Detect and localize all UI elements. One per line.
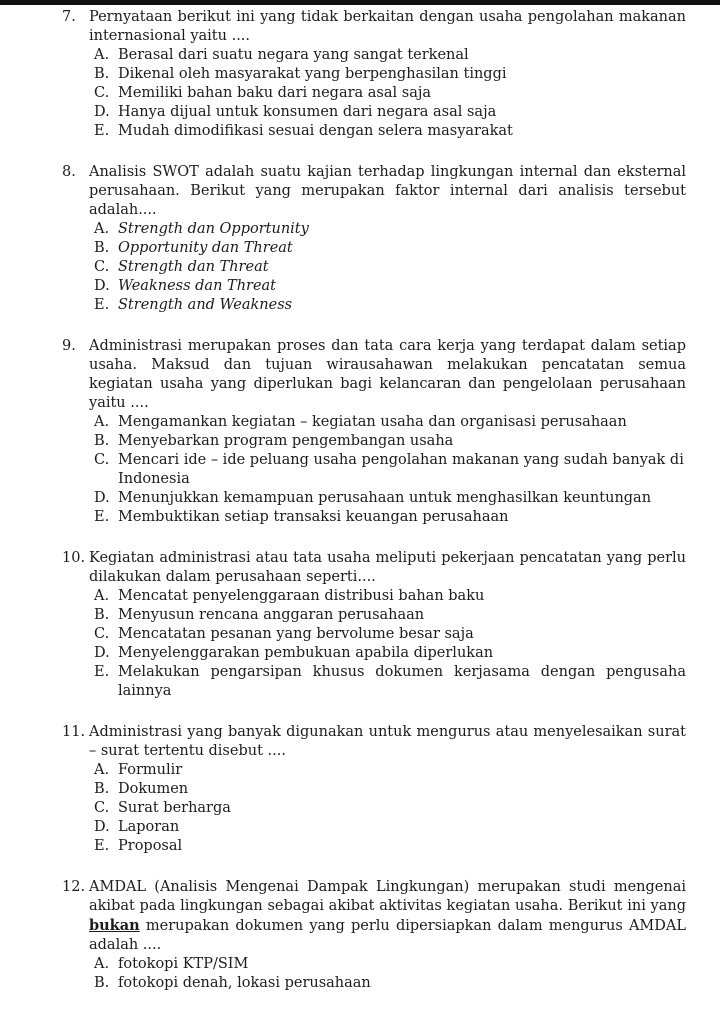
option-text: Opportunity dan Threat: [118, 240, 293, 256]
option-label: D.: [94, 490, 110, 506]
option-label: B.: [94, 781, 110, 797]
stem-text-post: merupakan dokumen yang perlu dipersiapkan dalam mengurus AMDAL adalah ....: [89, 918, 686, 953]
question-7: [0, 8, 720, 141]
option-label: B.: [94, 66, 110, 82]
option-b[interactable]: [0, 65, 720, 84]
question-stem: Pernyataan berikut ini yang tidak berkaitan dengan usaha pengolahan makanan internasional yaitu ....: [89, 9, 686, 44]
question-12: [0, 878, 720, 993]
option-a[interactable]: [0, 955, 720, 974]
option-text: Strength dan Opportunity: [118, 221, 309, 237]
option-text: Memiliki bahan baku dari negara asal saja: [118, 85, 431, 101]
option-d[interactable]: [0, 489, 720, 508]
option-a[interactable]: [0, 46, 720, 65]
option-b[interactable]: [0, 606, 720, 625]
option-c[interactable]: [0, 625, 720, 644]
option-e[interactable]: [0, 296, 720, 315]
question-number: 8.: [62, 164, 76, 180]
option-label: A.: [94, 414, 110, 430]
question-8: [0, 163, 720, 315]
option-label: E.: [94, 297, 110, 313]
stem-emphasis: bukan: [89, 917, 140, 934]
option-label: A.: [94, 762, 110, 778]
option-d[interactable]: [0, 818, 720, 837]
option-label: E.: [94, 123, 110, 139]
option-label: E.: [94, 664, 110, 680]
question-number: 10.: [62, 550, 86, 566]
question-number: 7.: [62, 9, 76, 25]
option-label: C.: [94, 626, 110, 642]
option-list: [0, 46, 720, 141]
question-number: 9.: [62, 338, 76, 354]
option-label: D.: [94, 819, 110, 835]
option-list: [0, 955, 720, 993]
option-label: C.: [94, 85, 110, 101]
option-text: Menyebarkan program pengembangan usaha: [118, 433, 454, 449]
option-e[interactable]: [0, 122, 720, 141]
option-label: B.: [94, 607, 110, 623]
stem-text-pre: AMDAL (Analisis Mengenai Dampak Lingkungan) merupakan studi mengenai akibat pada lingkungan sebagai akibat aktivitas kegiatan usaha. Berikut ini yang: [89, 879, 686, 914]
option-list: [0, 761, 720, 856]
option-d[interactable]: [0, 103, 720, 122]
option-text: Strength and Weakness: [118, 297, 293, 313]
option-b[interactable]: [0, 239, 720, 258]
option-text: Berasal dari suatu negara yang sangat terkenal: [118, 47, 469, 63]
option-label: A.: [94, 221, 110, 237]
question-number: 12.: [62, 879, 86, 895]
option-label: A.: [94, 588, 110, 604]
option-text: Proposal: [118, 838, 183, 854]
question-10: [0, 549, 720, 701]
option-text: Menyelenggarakan pembukuan apabila diperlukan: [118, 645, 494, 661]
option-text: Melakukan pengarsipan khusus dokumen kerjasama dengan pengusaha lainnya: [118, 664, 686, 699]
question-11: [0, 723, 720, 856]
option-text: fotokopi denah, lokasi perusahaan: [118, 975, 371, 991]
option-text: Dokumen: [118, 781, 189, 797]
option-text: Surat berharga: [118, 800, 231, 816]
question-stem: [89, 878, 686, 955]
option-text: Mudah dimodifikasi sesuai dengan selera masyarakat: [118, 123, 513, 139]
question-stem: Administrasi merupakan proses dan tata cara kerja yang terdapat dalam setiap usaha. Maksud dan tujuan wirausahawan melakukan pencatatan semua kegiatan usaha yang diperlukan bagi kelancaran dan pengelolaan perusahaan yaitu ....: [89, 338, 686, 411]
option-label: C.: [94, 452, 110, 468]
option-label: A.: [94, 47, 110, 63]
option-list: [0, 413, 720, 527]
option-text: Dikenal oleh masyarakat yang berpenghasilan tinggi: [118, 66, 507, 82]
option-a[interactable]: [0, 587, 720, 606]
option-text: Membuktikan setiap transaksi keuangan perusahaan: [118, 509, 509, 525]
option-text: Hanya dijual untuk konsumen dari negara asal saja: [118, 104, 497, 120]
option-list: [0, 587, 720, 701]
option-c[interactable]: [0, 84, 720, 103]
option-e[interactable]: [0, 837, 720, 856]
option-text: Mencatatan pesanan yang bervolume besar saja: [118, 626, 474, 642]
option-label: E.: [94, 509, 110, 525]
option-text: Formulir: [118, 762, 183, 778]
question-stem: Analisis SWOT adalah suatu kajian terhadap lingkungan internal dan eksternal perusahaan. Berikut yang merupakan faktor internal dari analisis tersebut adalah....: [89, 164, 686, 218]
option-c[interactable]: [0, 799, 720, 818]
question-stem: Administrasi yang banyak digunakan untuk mengurus atau menyelesaikan surat – surat tertentu disebut ....: [89, 724, 686, 759]
option-label: A.: [94, 956, 110, 972]
option-c[interactable]: [0, 258, 720, 277]
question-sheet: [0, 8, 720, 1015]
option-d[interactable]: [0, 277, 720, 296]
option-a[interactable]: [0, 413, 720, 432]
option-text: Mencari ide – ide peluang usaha pengolahan makanan yang sudah banyak di Indonesia: [118, 452, 684, 487]
option-text: Menyusun rencana anggaran perusahaan: [118, 607, 425, 623]
option-c[interactable]: [0, 451, 720, 489]
option-text: Menunjukkan kemampuan perusahaan untuk menghasilkan keuntungan: [118, 490, 652, 506]
option-d[interactable]: [0, 644, 720, 663]
option-a[interactable]: [0, 761, 720, 780]
question-number: 11.: [62, 724, 86, 740]
option-list: [0, 220, 720, 315]
option-b[interactable]: [0, 432, 720, 451]
option-label: D.: [94, 645, 110, 661]
option-e[interactable]: [0, 508, 720, 527]
option-b[interactable]: [0, 974, 720, 993]
option-label: C.: [94, 800, 110, 816]
option-label: B.: [94, 433, 110, 449]
option-text: Weakness dan Threat: [118, 278, 277, 294]
option-label: D.: [94, 278, 110, 294]
option-text: Mencatat penyelenggaraan distribusi bahan baku: [118, 588, 485, 604]
option-label: B.: [94, 240, 110, 256]
option-text: Strength dan Threat: [118, 259, 269, 275]
option-label: C.: [94, 259, 110, 275]
option-b[interactable]: [0, 780, 720, 799]
option-text: fotokopi KTP/SIM: [118, 956, 249, 972]
option-label: D.: [94, 104, 110, 120]
top-border: [0, 0, 720, 5]
option-label: B.: [94, 975, 110, 991]
question-stem: Kegiatan administrasi atau tata usaha meliputi pekerjaan pencatatan yang perlu dilakukan dalam perusahaan seperti....: [89, 550, 686, 585]
option-label: E.: [94, 838, 110, 854]
option-text: Mengamankan kegiatan – kegiatan usaha dan organisasi perusahaan: [118, 414, 627, 430]
option-e[interactable]: [0, 663, 720, 701]
option-text: Laporan: [118, 819, 180, 835]
question-9: [0, 337, 720, 527]
option-a[interactable]: [0, 220, 720, 239]
